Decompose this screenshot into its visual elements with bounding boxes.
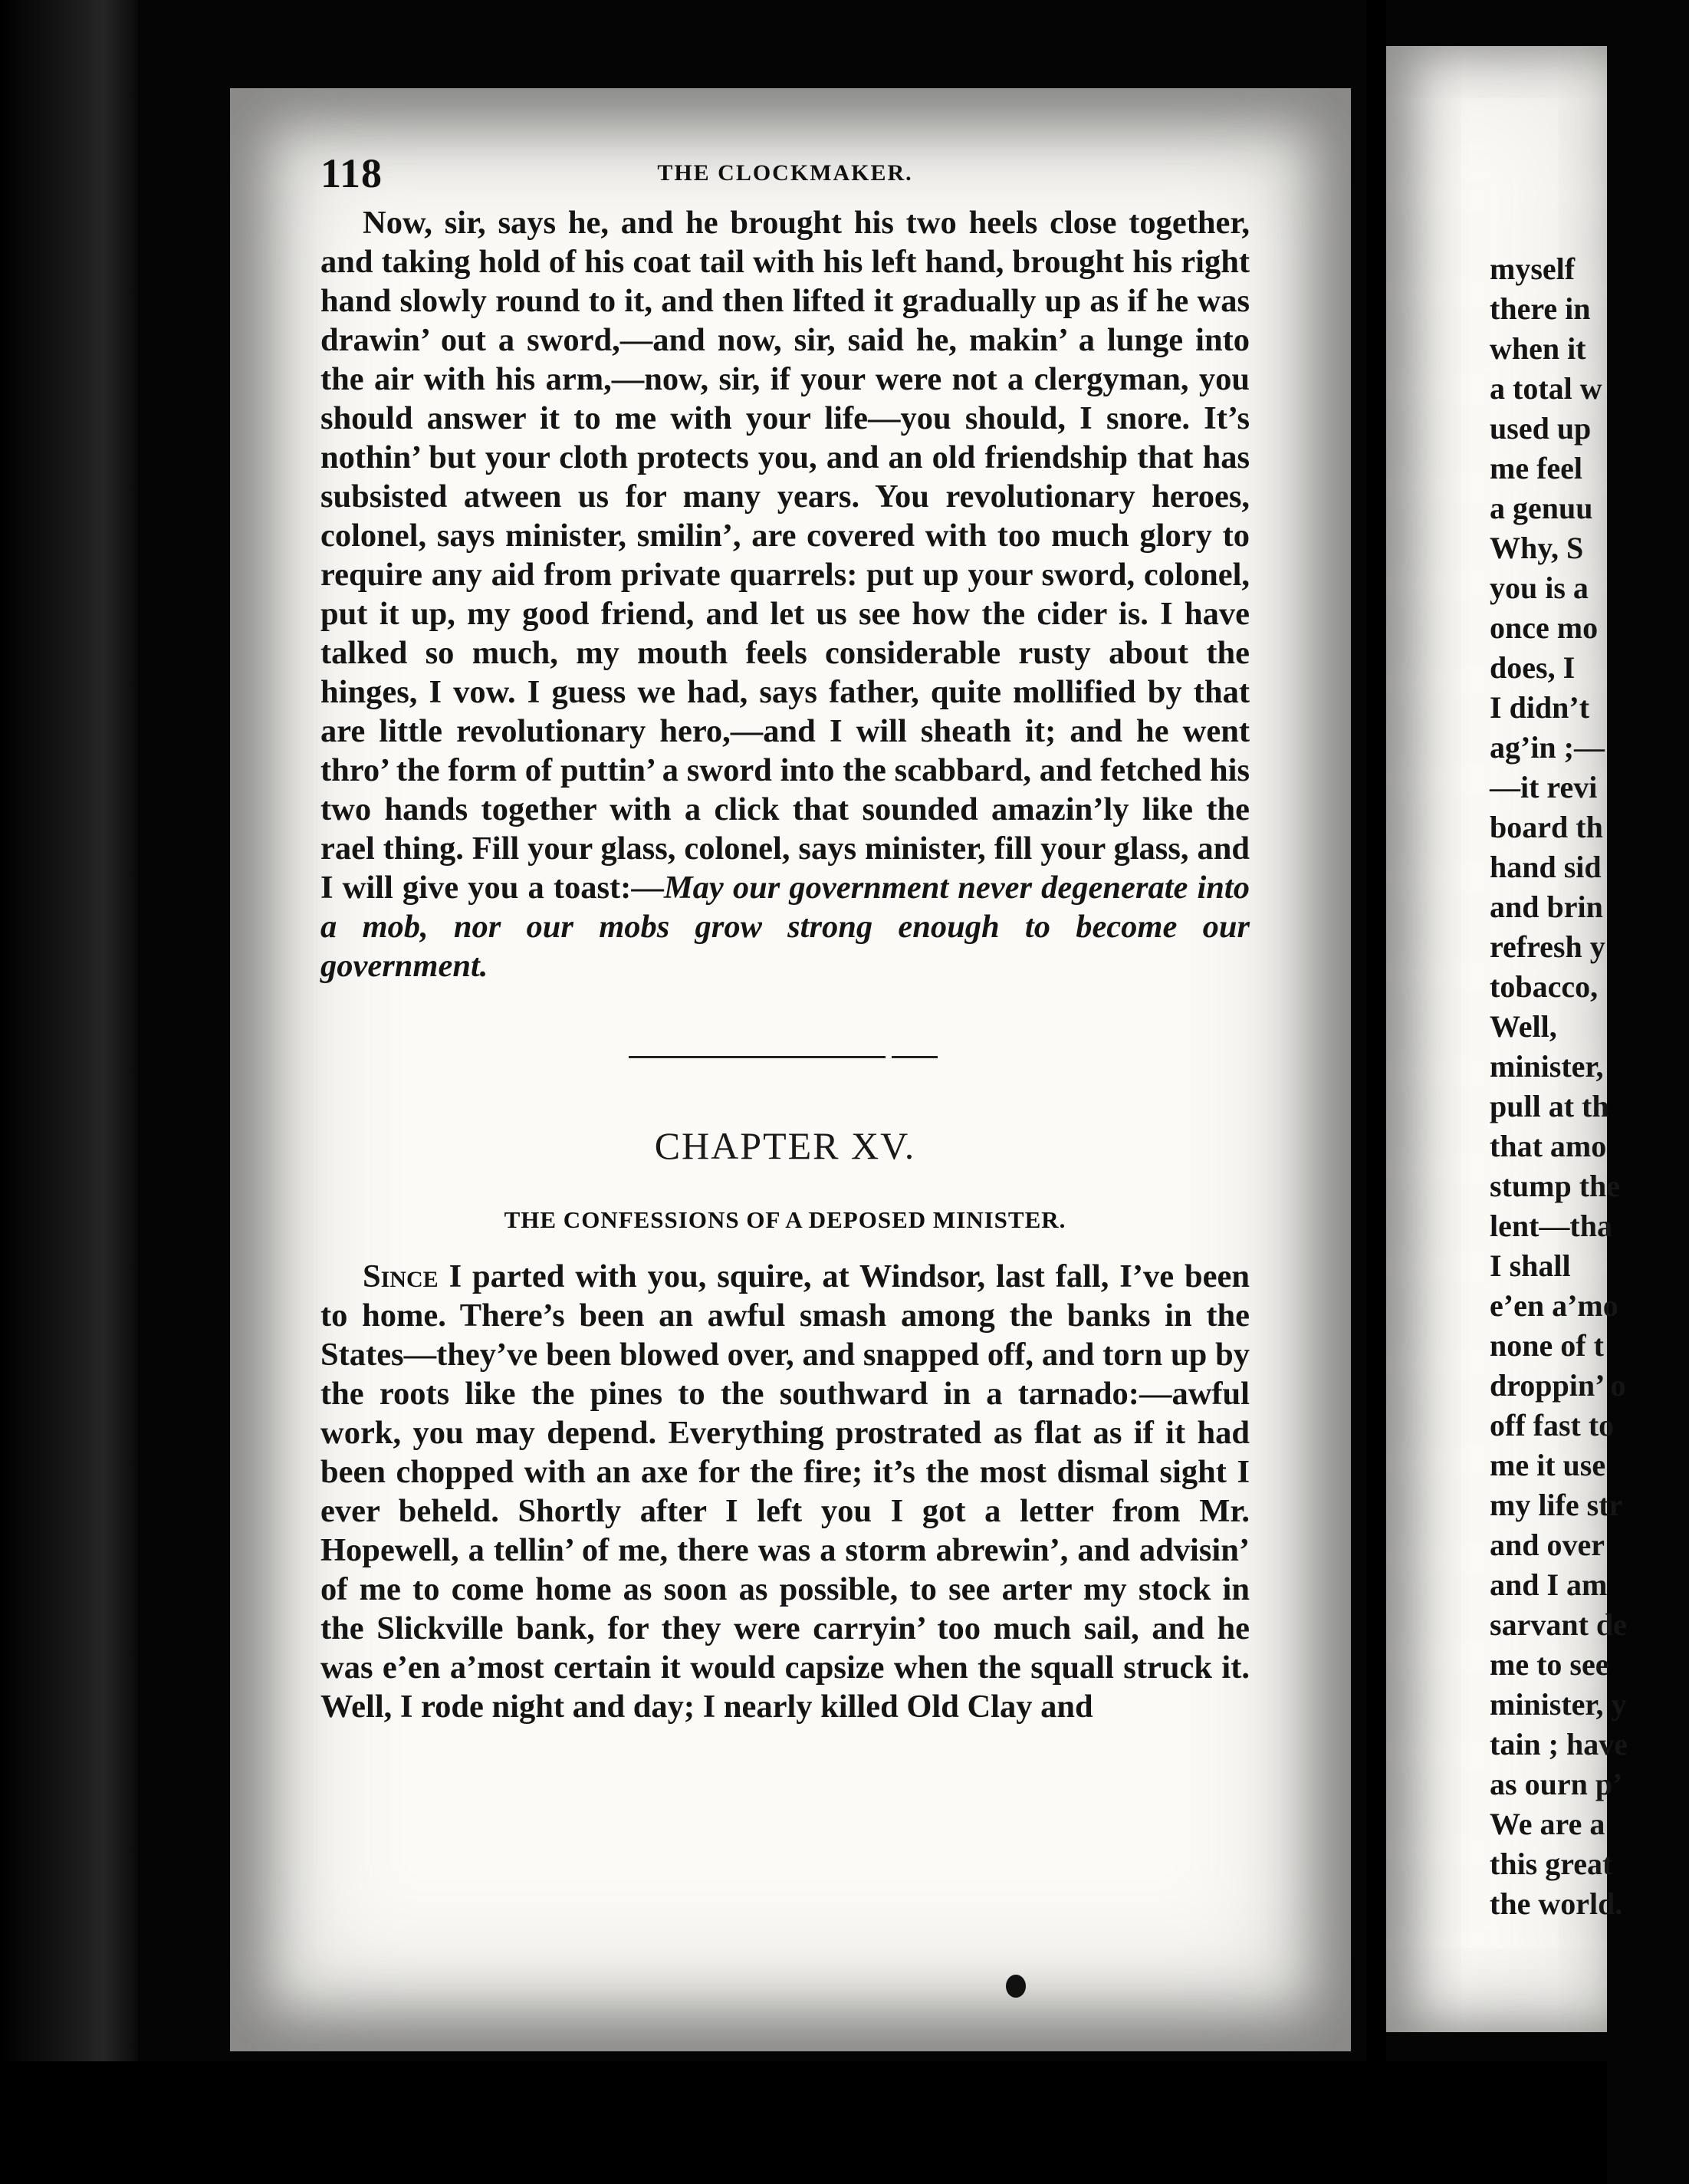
- right-page-line: stump the: [1490, 1169, 1621, 1203]
- right-page-line: a total w: [1490, 371, 1602, 406]
- right-page-line: droppin’ o: [1490, 1368, 1626, 1403]
- right-page-line: —it revi: [1490, 770, 1598, 804]
- book-gutter: [1366, 0, 1386, 2184]
- paragraph-1-text: Now, sir, says he, and he brought his two heels close together, and taking hold of his coat tail with his left hand, brought his right hand slowly round to it, and then lifted it gradually up as if he was drawin’ out a sword,—and now, sir, said he, makin’ a lunge into the air with his arm,—now, sir, if your were not a clergyman, you should answer it to me with your life—you should, I snore. It’s nothin’ but your cloth protects you, and an old friendship that has subsisted atween us for many years. You revolutionary heroes, colonel, says minister, smilin’, are covered with too much glory to require any aid from private quarrels: put up your sword, colonel, put it up, my good friend, and let us see how the cider is. I have talked so much, my mouth feels considerable rusty about the hinges, I vow. I guess we had, says father, quite mollified by that are little revolutionary hero,—and I will sheath it; and he went thro’ the form of puttin’ a sword into the scabbard, and fetched his two hands together with a click that sounded amazin’ly like the rael thing. Fill your glass, colonel, says minister, fill your glass, and I will give you a toast:—: [320, 205, 1250, 906]
- paragraph-2-text: I parted with you, squire, at Windsor, last fall, I’ve been to home. There’s been an awful smash among the banks in the States—they’ve been blowed over, and snapped off, and torn up by the roots like the pines to the southward in a tarnado:—awful work, you may depend. Everything prostrated as flat as if it had been chopped with an axe for the fire; it’s the most dismal sight I ever beheld. Shortly after I left you I got a letter from Mr. Hopewell, a tellin’ of me, there was a storm abrewin’, and advisin’ of me to come home as soon as possible, to see arter my stock in the Slickville bank, for they were carryin’ too much sail, and he was e’en a’most certain it would capsize when the squall struck it. Well, I rode night and day; I nearly killed Old Clay and: [320, 1258, 1250, 1725]
- right-page-line: We are a: [1490, 1807, 1605, 1841]
- right-page-line: I didn’t: [1490, 690, 1590, 725]
- paragraph-1: [320, 203, 1250, 985]
- right-page-line: me it use: [1490, 1448, 1606, 1482]
- page-number: 118: [320, 150, 383, 196]
- right-page-line: when it: [1490, 331, 1586, 366]
- right-page-line: does, I: [1490, 650, 1576, 685]
- right-page-line: pull at th: [1490, 1089, 1609, 1123]
- right-page-line: lent—tha: [1490, 1209, 1612, 1243]
- right-page-text-column: [1490, 249, 1689, 1924]
- right-page-line: Well,: [1490, 1009, 1557, 1044]
- right-page-line: e’en a’mo: [1490, 1288, 1618, 1323]
- right-page-line: as ourn p’: [1490, 1767, 1623, 1801]
- right-page-line: tobacco,: [1490, 969, 1599, 1004]
- right-page-line: board th: [1490, 810, 1603, 844]
- right-page-line: you is a: [1490, 571, 1589, 605]
- right-page-line: sarvant de: [1490, 1607, 1627, 1642]
- right-page-line: off fast to: [1490, 1408, 1615, 1442]
- right-page-line: me to see: [1490, 1647, 1609, 1682]
- right-page-line: I shall: [1490, 1248, 1571, 1283]
- right-page-line: this great: [1490, 1847, 1613, 1881]
- right-page-line: none of t: [1490, 1328, 1604, 1363]
- right-page-line: and brin: [1490, 890, 1603, 924]
- right-page-line: a genuu: [1490, 491, 1593, 525]
- right-page-line: refresh y: [1490, 929, 1605, 964]
- film-frame-edge: [0, 0, 138, 2184]
- paragraph-2: [320, 1257, 1250, 1726]
- ink-blot: [1006, 1975, 1026, 1998]
- right-page-line: that amo: [1490, 1129, 1607, 1163]
- chapter-heading: CHAPTER XV.: [654, 1124, 916, 1167]
- right-page-line: minister, y: [1490, 1687, 1627, 1722]
- right-page-line: hand sid: [1490, 850, 1602, 884]
- running-title: THE CLOCKMAKER.: [657, 160, 913, 186]
- right-page-line: the world.: [1490, 1886, 1623, 1921]
- right-page-line: ag’in ;—: [1490, 730, 1605, 765]
- right-page-line: myself: [1490, 252, 1576, 286]
- right-page-line: minister,: [1490, 1049, 1604, 1084]
- right-page-line: tain ; have: [1490, 1727, 1628, 1761]
- right-page-line: and over: [1490, 1528, 1605, 1562]
- page-content: [320, 150, 1250, 1726]
- paragraph-2-lead: Since: [363, 1258, 439, 1294]
- right-page-line: used up: [1490, 411, 1592, 446]
- left-page: [230, 88, 1351, 2051]
- right-page-line: my life str: [1490, 1488, 1623, 1522]
- divider-short-line: [892, 1056, 938, 1058]
- right-page-line: and I am: [1490, 1567, 1608, 1602]
- right-page-line: there in: [1490, 291, 1591, 326]
- right-page: [1386, 46, 1628, 2032]
- right-page-line: Why, S: [1490, 531, 1584, 565]
- running-header: [320, 150, 1250, 203]
- section-divider: [320, 1056, 1250, 1064]
- film-frame-bottom: [0, 2061, 1607, 2184]
- toast-quote: May our government never degenerate into a mob, nor our mobs grow strong enough to become our government.: [320, 870, 1250, 984]
- right-page-line: me feel: [1490, 451, 1583, 485]
- chapter-subtitle: THE CONFESSIONS OF A DEPOSED MINISTER.: [504, 1206, 1066, 1233]
- divider-long-line: [629, 1056, 886, 1058]
- right-page-line: once mo: [1490, 610, 1599, 645]
